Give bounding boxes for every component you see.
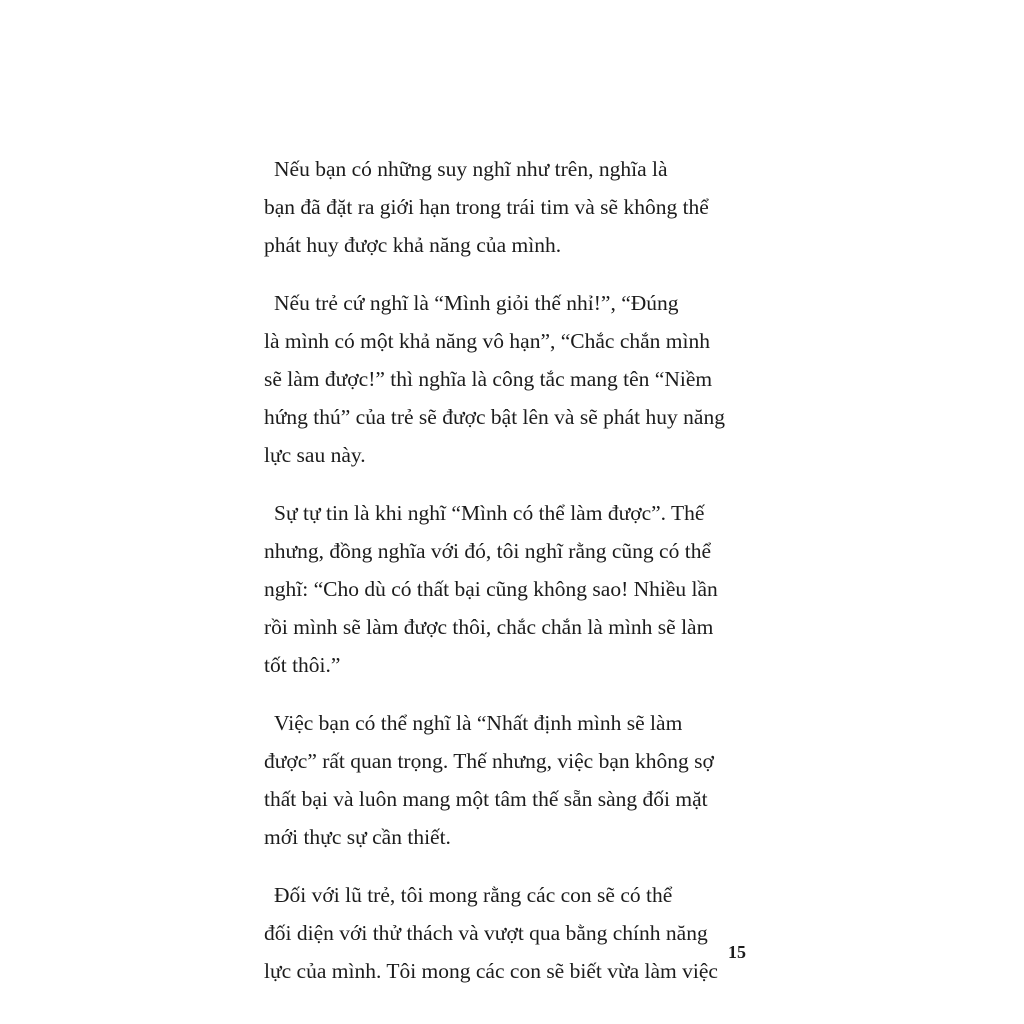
text-line: sẽ làm được!” thì nghĩa là công tắc mang tên “Niềm	[264, 367, 713, 391]
text-line: thất bại và luôn mang một tâm thế sẵn sàng đối mặt	[264, 787, 708, 811]
text-line: nghĩ: “Cho dù có thất bại cũng không sao! Nhiều lần	[264, 577, 718, 601]
text-line: mới thực sự cần thiết.	[264, 825, 451, 849]
text-line: lực của mình. Tôi mong các con sẽ biết vừa làm việc	[264, 959, 718, 983]
text-line: Đối với lũ trẻ, tôi mong rằng các con sẽ có thể	[274, 883, 673, 907]
text-line: hứng thú” của trẻ sẽ được bật lên và sẽ phát huy năng	[264, 405, 725, 429]
paragraph-5	[264, 876, 744, 990]
text-line: rồi mình sẽ làm được thôi, chắc chắn là mình sẽ làm	[264, 615, 714, 639]
paragraph-1	[264, 150, 744, 264]
paragraph-4	[264, 704, 744, 856]
text-line: được” rất quan trọng. Thế nhưng, việc bạn không sợ	[264, 749, 714, 773]
text-line: tốt thôi.”	[264, 653, 341, 677]
text-line: lực sau này.	[264, 443, 366, 467]
page-number: 15	[728, 942, 746, 962]
body-text	[264, 150, 744, 1010]
text-line: nhưng, đồng nghĩa với đó, tôi nghĩ rằng cũng có thể	[264, 539, 711, 563]
text-line: Việc bạn có thể nghĩ là “Nhất định mình sẽ làm	[274, 711, 683, 735]
text-line: Nếu trẻ cứ nghĩ là “Mình giỏi thế nhỉ!”, “Đúng	[274, 291, 679, 315]
text-line: Sự tự tin là khi nghĩ “Mình có thể làm được”. Thế	[274, 501, 705, 525]
paragraph-2	[264, 284, 744, 474]
paragraph-3	[264, 494, 744, 684]
text-line: đối diện với thử thách và vượt qua bằng chính năng	[264, 921, 708, 945]
text-line: Nếu bạn có những suy nghĩ như trên, nghĩa là	[274, 157, 668, 181]
text-line: bạn đã đặt ra giới hạn trong trái tim và sẽ không thể	[264, 195, 709, 219]
text-line: phát huy được khả năng của mình.	[264, 233, 562, 257]
text-line: là mình có một khả năng vô hạn”, “Chắc chắn mình	[264, 329, 710, 353]
